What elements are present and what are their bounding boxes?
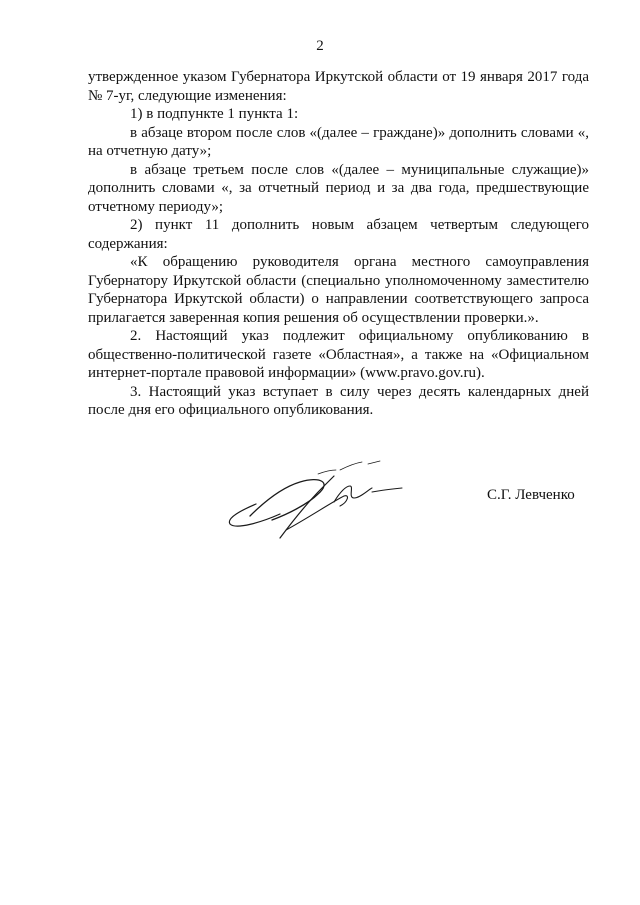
paragraph-intro: утвержденное указом Губернатора Иркутской области от 19 января 2017 года № 7-уг, следующие изменения:: [88, 69, 589, 104]
paragraph-item-1: 1) в подпункте 1 пункта 1:: [130, 106, 299, 122]
paragraph-item-1-a: в абзаце втором после слов «(далее – граждане)» дополнить словами «, на отчетную дату»;: [88, 124, 589, 159]
handwritten-signature: [222, 452, 412, 544]
paragraph-item-2: 2) пункт 11 дополнить новым абзацем четвертым следующего содержания:: [88, 217, 589, 252]
paragraph-item-1-b: в абзаце третьем после слов «(далее – муниципальные служащие)» дополнить словами «, за отчетный период и за два года, предшествующие отчетному периоду»;: [88, 161, 589, 215]
page-number: 2: [316, 38, 324, 54]
signature-drawing: [222, 452, 412, 544]
paragraph-clause-2: 2. Настоящий указ подлежит официальному опубликованию в общественно-политической газете «Областная», а также на «Официальном интернет-портале правовой информации» (www.pravo.gov.ru).: [88, 328, 589, 381]
signer-name: С.Г. Левченко: [487, 487, 575, 503]
document-body: [88, 68, 589, 420]
paragraph-item-2-quote: «К обращению руководителя органа местного самоуправления Губернатору Иркутской области (специально уполномоченному заместителю Губернатора Иркутской области) о направлении соответствующего запроса прилагается заверенная копия решения об осуществлении проверки.».: [88, 254, 589, 326]
paragraph-clause-3: 3. Настоящий указ вступает в силу через десять календарных дней после дня его официального опубликования.: [88, 383, 589, 418]
